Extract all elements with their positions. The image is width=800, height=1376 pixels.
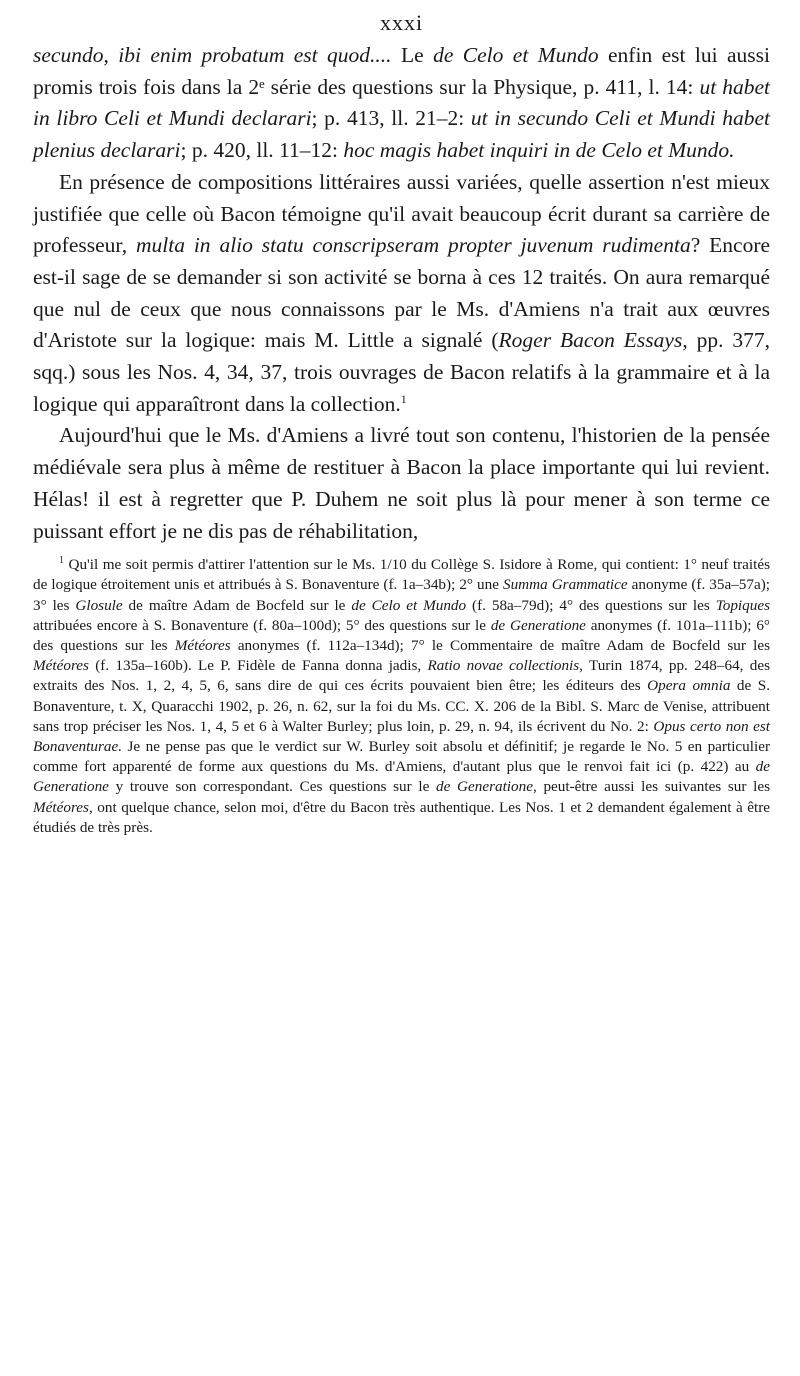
footnote <box>33 555 770 838</box>
italic-text: de Generatione <box>436 778 533 796</box>
italic-text: Roger Bacon Essays <box>498 328 683 353</box>
paragraph-2 <box>33 167 770 421</box>
italic-text: de Celo et Mundo <box>351 596 467 614</box>
text-run: En présence de compositions littéraires aussi variées, quelle assertion n'est mieux justifiée que celle où Bacon témoigne qu'il avait beaucoup écrit durant sa carrière de professeur, <box>33 169 770 258</box>
text-run: (f. 58a–79d); 4° des questions sur les <box>466 596 716 614</box>
book-page <box>33 8 770 1368</box>
text-run: anonymes (f. 112a–134d); 7° le Commentaire de maître Adam de Bocfeld sur les <box>230 637 770 655</box>
italic-text: multa in alio statu conscripseram propter juvenum rudimenta <box>135 233 691 258</box>
text-run: , peut-être aussi les suivantes sur les <box>532 778 771 796</box>
italic-text: Opus certo non est Bonaventurae. <box>33 717 770 756</box>
text-run: , pp. 377, sqq.) sous les Nos. 4, 34, 37, trois ouvrages de Bacon relatifs à la grammaire et à la logique qui apparaîtront dans la collection. <box>33 328 771 416</box>
italic-text: hoc magis habet inquiri in de Celo et Mundo. <box>343 138 735 163</box>
text-run: Le <box>391 43 434 67</box>
italic-text: ut in secundo Celi et Mundi habet plenius declarari <box>33 106 770 163</box>
italic-text: secundo, ibi enim probatum est quod.... <box>33 43 392 67</box>
italic-text: Météores <box>33 657 89 675</box>
text-run: (f. 135a–160b). Le P. Fidèle de Fanna donna jadis, <box>88 657 428 675</box>
text-run: enfin est lui aussi promis trois fois dans la 2ᵉ série des questions sur la Physique, p. 411, l. 14: <box>33 43 770 99</box>
italic-text: de Celo et Mundo <box>433 43 599 67</box>
italic-text: ut habet in libro Celi et Mundi declarari <box>33 74 770 131</box>
text-run: anonymes (f. 101a–111b); 6° des questions sur les <box>33 616 770 655</box>
italic-text: Météores <box>33 798 89 816</box>
text-run: Aujourd'hui que le Ms. d'Amiens a livré tout son contenu, l'historien de la pensée médiévale sera plus à même de restituer à Bacon la place importante qui lui revient. Hélas! il est à regretter que P. Duhem ne soit plus là pour mener à son terme ce puissant effort je ne dis pas de réhabilitation, <box>33 423 770 543</box>
paragraph-1 <box>33 40 770 167</box>
main-text <box>33 40 770 547</box>
italic-text: Topiques <box>715 596 770 614</box>
text-run: ; p. 413, ll. 21–2: <box>311 106 471 131</box>
text-run: attribuées encore à S. Bonaventure (f. 80a–100d); 5° des questions sur le <box>33 616 491 634</box>
footnote-reference[interactable]: 1 <box>400 391 407 406</box>
text-run: Qu'il me soit permis d'attirer l'attention sur le Ms. 1/10 du Collège S. Isidore à Rome, qui contient: 1° neuf traités de logique étroitement unis et attribués à S. Bonaventure (f. 1a–34b); 2° une <box>33 556 770 594</box>
footnote-text <box>33 556 770 836</box>
text-run: , ont quelque chance, selon moi, d'être du Bacon très authentique. Les Nos. 1 et 2 demandent également à être étudiés de très près. <box>33 798 770 836</box>
italic-text: Summa Grammatice <box>502 576 628 594</box>
italic-text: de Generatione <box>33 758 770 796</box>
italic-text: Opera omnia <box>647 677 731 695</box>
text-run: de maître Adam de Bocfeld sur le <box>122 596 352 614</box>
footnote-number: 1 <box>59 555 64 567</box>
paragraph-3 <box>33 420 770 547</box>
page-number: xxxi <box>379 10 424 35</box>
text-run: ; p. 420, ll. 11–12: <box>180 138 344 163</box>
text-run: Je ne pense pas que le verdict sur W. Burley soit absolu et définitif; je regarde le No. 5 en particulier comme fort apparenté de forme aux questions du Ms. d'Amiens, d'autant plus que le renvoi fait ici (p. 422) au <box>33 738 770 776</box>
text-run: anonyme (f. 35a–57a); 3° les <box>33 576 771 614</box>
italic-text: Glosule <box>75 596 123 614</box>
text-run: ? Encore est-il sage de se demander si son activité se borna à ces 12 traités. On aura remarqué que nul de ceux que nous connaissons par le Ms. d'Amiens n'a trait aux œuvres d'Aristote sur la logique: mais M. Little a signalé ( <box>33 233 771 353</box>
text-run: y trouve son correspondant. Ces questions sur le <box>108 778 437 796</box>
text-run: , Turin 1874, pp. 248–64, des extraits des Nos. 1, 2, 4, 5, 6, sans dire de qui ces écrits pouvaient bien être; les éditeurs des <box>33 657 770 695</box>
italic-text: Ratio novae collectionis <box>427 657 580 675</box>
text-run: de S. Bonaventure, t. X, Quaracchi 1902, p. 26, n. 62, sur la foi du Ms. CC. X. 206 de la Bibl. S. Marc de Venise, attribuent sans trop préciser les Nos. 1, 4, 5 et 6 à Walter Burley; plus loin, p. 29, n. 94, ils écrivent du No. 2: <box>33 677 771 735</box>
italic-text: de Generatione <box>490 616 586 634</box>
italic-text: Météores <box>174 637 231 655</box>
